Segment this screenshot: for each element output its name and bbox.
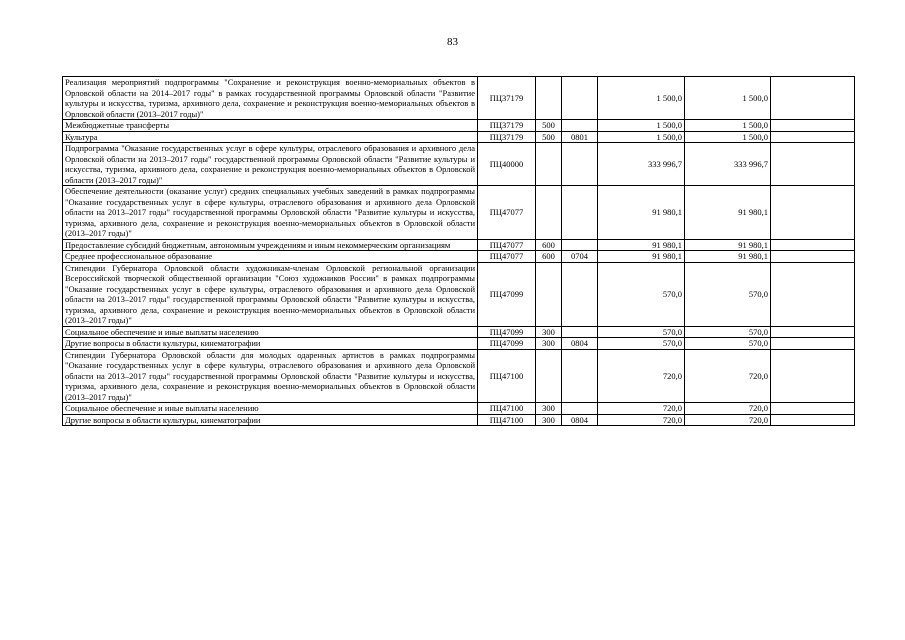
amount-year-1: 570,0	[598, 262, 685, 326]
amount-year-1: 1 500,0	[598, 77, 685, 120]
amount-year-2: 91 980,1	[685, 186, 771, 240]
amount-year-2: 570,0	[685, 262, 771, 326]
target-article-code: ПЦ47100	[478, 403, 536, 415]
table-row	[63, 338, 855, 350]
amount-extra	[771, 143, 855, 186]
target-article-code: ПЦ37179	[478, 131, 536, 143]
expense-type-code	[536, 262, 562, 326]
target-article-code: ПЦ47099	[478, 326, 536, 338]
amount-year-1: 91 980,1	[598, 186, 685, 240]
amount-year-2: 1 500,0	[685, 131, 771, 143]
amount-extra	[771, 326, 855, 338]
target-article-code: ПЦ47099	[478, 338, 536, 350]
expense-type-code	[536, 77, 562, 120]
section-subsection-code	[562, 262, 598, 326]
target-article-code: ПЦ47099	[478, 262, 536, 326]
expense-type-code: 300	[536, 326, 562, 338]
expense-type-code: 300	[536, 338, 562, 350]
expense-type-code	[536, 186, 562, 240]
table-row	[63, 349, 855, 403]
amount-extra	[771, 131, 855, 143]
amount-extra	[771, 77, 855, 120]
table-row	[63, 143, 855, 186]
target-article-code: ПЦ47100	[478, 349, 536, 403]
amount-extra	[771, 120, 855, 132]
amount-year-2: 570,0	[685, 338, 771, 350]
table-row	[63, 262, 855, 326]
expense-type-code: 600	[536, 251, 562, 263]
row-description: Обеспечение деятельности (оказание услуг) средних специальных учебных заведений в рамках подпрограммы "Оказание государственных услуг в сфере культуры, отраслевого образования и архивного дела Орловской области на 2013–2017 годы" государственной программы Орловской области "Развитие культуры и искусства, туризма, архивного дела, сохранение и реконструкция военно-мемориальных объектов в Орловской области (2013–2017 годы)"	[63, 186, 478, 240]
expense-type-code: 300	[536, 414, 562, 426]
row-description: Культура	[63, 131, 478, 143]
section-subsection-code	[562, 239, 598, 251]
row-description: Другие вопросы в области культуры, кинематографии	[63, 338, 478, 350]
page-number: 83	[447, 36, 458, 48]
section-subsection-code: 0801	[562, 131, 598, 143]
table-row	[63, 77, 855, 120]
amount-year-1: 333 996,7	[598, 143, 685, 186]
amount-extra	[771, 239, 855, 251]
table-row	[63, 120, 855, 132]
expense-type-code: 300	[536, 403, 562, 415]
row-description: Подпрограмма "Оказание государственных услуг в сфере культуры, отраслевого образования и архивного дела Орловской области на 2013–2017 годы" государственной программы Орловской области "Развитие культуры и искусства, туризма, архивного дела, сохранение и реконструкция военно-мемориальных объектов в Орловской области (2013–2017 годы)"	[63, 143, 478, 186]
row-description: Среднее профессиональное образование	[63, 251, 478, 263]
target-article-code: ПЦ47100	[478, 414, 536, 426]
target-article-code: ПЦ47077	[478, 239, 536, 251]
section-subsection-code: 0704	[562, 251, 598, 263]
section-subsection-code	[562, 403, 598, 415]
expense-type-code: 600	[536, 239, 562, 251]
table-row	[63, 186, 855, 240]
amount-year-2: 333 996,7	[685, 143, 771, 186]
row-description: Межбюджетные трансферты	[63, 120, 478, 132]
row-description: Стипендии Губернатора Орловской области художникам-членам Орловской региональной организации Всероссийской творческой общественной организации "Союз художников России" в рамках подпрограммы "Оказание государственных услуг в сфере культуры, отраслевого образования и архивного дела Орловской области на 2013–2017 годы" государственной программы Орловской области "Развитие культуры и искусства, туризма, архивного дела, сохранение и реконструкция военно-мемориальных объектов в Орловской области (2013–2017 годы)"	[63, 262, 478, 326]
target-article-code: ПЦ37179	[478, 120, 536, 132]
amount-year-1: 720,0	[598, 403, 685, 415]
section-subsection-code	[562, 77, 598, 120]
row-description: Предоставление субсидий бюджетным, автономным учреждениям и иным некоммерческим организациям	[63, 239, 478, 251]
target-article-code: ПЦ40000	[478, 143, 536, 186]
section-subsection-code	[562, 143, 598, 186]
table-row	[63, 251, 855, 263]
amount-year-1: 91 980,1	[598, 239, 685, 251]
expense-type-code: 500	[536, 120, 562, 132]
amount-extra	[771, 403, 855, 415]
amount-year-1: 91 980,1	[598, 251, 685, 263]
amount-year-1: 1 500,0	[598, 120, 685, 132]
section-subsection-code: 0804	[562, 414, 598, 426]
row-description: Стипендии Губернатора Орловской области для молодых одаренных артистов в рамках подпрограммы "Оказание государственных услуг в сфере культуры, отраслевого образования и архивного дела Орловской области на 2013–2017 годы" государственной программы Орловской области "Развитие культуры и искусства, туризма, архивного дела, сохранение и реконструкция военно-мемориальных объектов в Орловской области (2013–2017 годы)"	[63, 349, 478, 403]
target-article-code: ПЦ37179	[478, 77, 536, 120]
row-description: Другие вопросы в области культуры, кинематографии	[63, 414, 478, 426]
section-subsection-code: 0804	[562, 338, 598, 350]
amount-extra	[771, 186, 855, 240]
table-body	[63, 77, 855, 426]
amount-year-2: 1 500,0	[685, 120, 771, 132]
amount-year-2: 720,0	[685, 403, 771, 415]
expense-type-code	[536, 143, 562, 186]
table-row	[63, 414, 855, 426]
amount-year-2: 1 500,0	[685, 77, 771, 120]
section-subsection-code	[562, 120, 598, 132]
table-row	[63, 239, 855, 251]
table-row	[63, 326, 855, 338]
expense-type-code	[536, 349, 562, 403]
table-row	[63, 403, 855, 415]
section-subsection-code	[562, 326, 598, 338]
row-description: Социальное обеспечение и иные выплаты населению	[63, 326, 478, 338]
amount-year-2: 91 980,1	[685, 239, 771, 251]
target-article-code: ПЦ47077	[478, 251, 536, 263]
table-row	[63, 131, 855, 143]
amount-year-1: 720,0	[598, 349, 685, 403]
expense-type-code: 500	[536, 131, 562, 143]
amount-extra	[771, 414, 855, 426]
amount-extra	[771, 338, 855, 350]
amount-year-1: 570,0	[598, 326, 685, 338]
row-description: Социальное обеспечение и иные выплаты населению	[63, 403, 478, 415]
target-article-code: ПЦ47077	[478, 186, 536, 240]
amount-year-2: 91 980,1	[685, 251, 771, 263]
amount-year-2: 720,0	[685, 349, 771, 403]
amount-year-1: 570,0	[598, 338, 685, 350]
row-description: Реализация мероприятий подпрограммы "Сохранение и реконструкция военно-мемориальных объектов в Орловской области на 2014–2017 годы" в рамках государственной программы Орловской области "Развитие культуры и искусства, туризма, архивного дела, сохранение и реконструкция военно-мемориальных объектов в Орловской области (2013–2017 годы)"	[63, 77, 478, 120]
section-subsection-code	[562, 349, 598, 403]
amount-year-2: 570,0	[685, 326, 771, 338]
amount-year-1: 720,0	[598, 414, 685, 426]
amount-extra	[771, 251, 855, 263]
amount-year-2: 720,0	[685, 414, 771, 426]
budget-table	[62, 76, 855, 426]
amount-year-1: 1 500,0	[598, 131, 685, 143]
section-subsection-code	[562, 186, 598, 240]
amount-extra	[771, 349, 855, 403]
amount-extra	[771, 262, 855, 326]
